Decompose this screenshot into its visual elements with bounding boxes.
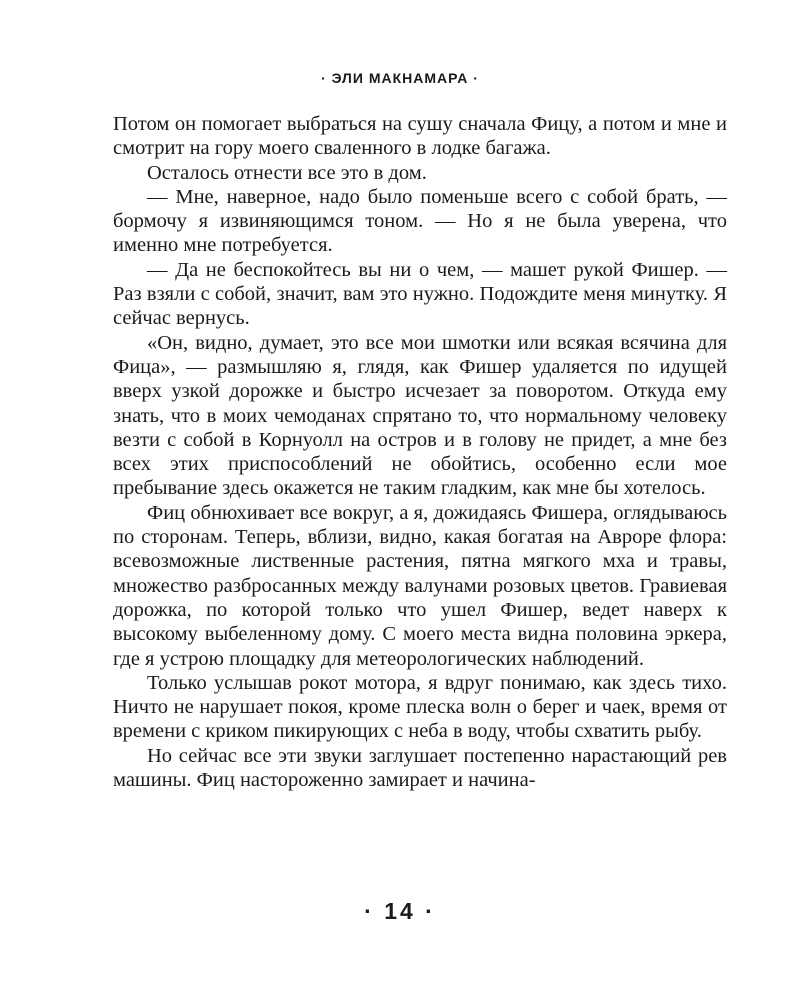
paragraph: Фиц обнюхивает все вокруг, а я, дожидаясь Фишера, оглядываюсь по сторонам. Теперь, вблизи, видно, какая богатая на Авроре флора: всевозможные лиственные растения, пятна мягкого мха и травы, множество разбросанных между валунами розовых цветов. Гравиевая дорожка, по которой только что ушел Фишер, ведет наверх к высокому выбеленному дому. С моего места видна половина эркера, где я устрою площадку для метеорологических наблюдений. (113, 501, 727, 670)
page-number: · 14 · (364, 898, 436, 924)
paragraph: Только услышав рокот мотора, я вдруг понимаю, как здесь тихо. Ничто не нарушает покоя, кроме плеска волн о берег и чаек, время от времени с криком пикирующих с неба в воду, чтобы схватить рыбу. (113, 671, 727, 743)
paragraph: Но сейчас все эти звуки заглушает постепенно нарастающий рев машины. Фиц настороженно замирает и начина- (113, 744, 727, 792)
body-text (113, 112, 727, 792)
paragraph: — Да не беспокойтесь вы ни о чем, — машет рукой Фишер. — Раз взяли с собой, значит, вам это нужно. Подождите меня минутку. Я сейчас вернусь. (113, 258, 727, 330)
paragraph: Осталось отнести все это в дом. (147, 161, 427, 184)
paragraph: — Мне, наверное, надо было поменьше всего с собой брать, — бормочу я извиняющимся тоном. — Но я не была уверена, что именно мне потребуется. (113, 185, 727, 257)
paragraph: Потом он помогает выбраться на сушу сначала Фицу, а потом и мне и смотрит на гору моего сваленного в лодке багажа. (113, 113, 727, 160)
paragraph: «Он, видно, думает, это все мои шмотки или всякая всячина для Фица», — размышляю я, глядя, как Фишер удаляется по идущей вверх узкой дорожке и быстро исчезает за поворотом. Откуда ему знать, что в моих чемоданах спрятано то, что нормальному человеку везти с собой в Корнуолл на остров и в голову не придет, а мне без всех этих приспособлений не обойтись, особенно если мое пребывание здесь окажется не таким гладким, как мне бы хотелось. (113, 331, 727, 500)
running-header: · ЭЛИ МАКНАМАРА · (321, 70, 479, 86)
